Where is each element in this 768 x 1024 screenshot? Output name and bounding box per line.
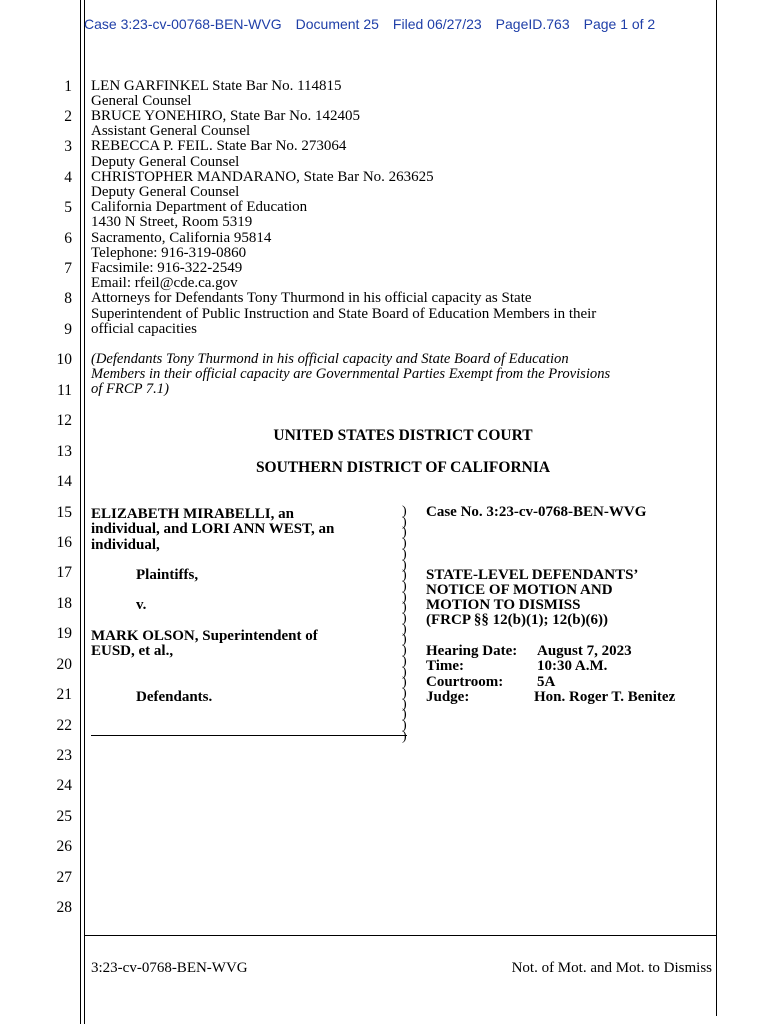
counsel-line: 1430 N Street, Room 5319 (91, 214, 253, 230)
line-number: 25 (56, 808, 72, 825)
line-number: 7 (64, 260, 72, 277)
caption-underline (91, 735, 407, 736)
exemption-line: Members in their official capacity are Governmental Parties Exempt from the Provisions (91, 366, 611, 382)
plaintiffs-name-line: individual, (91, 537, 160, 553)
counsel-line: Deputy General Counsel (91, 154, 240, 170)
hearing-date-label: Hearing Date: (426, 643, 518, 659)
header-page: Page 1 of 2 (583, 16, 656, 32)
motion-title-line: MOTION TO DISMISS (426, 597, 581, 613)
plaintiffs-name-line: individual, and LORI ANN WEST, an (91, 521, 335, 537)
right-margin-rule (716, 0, 717, 1016)
defendants-name-line: EUSD, et al., (91, 643, 174, 659)
counsel-line: General Counsel (91, 93, 192, 109)
header-document: Document 25 (295, 16, 379, 32)
left-margin-rule (80, 0, 81, 1024)
line-number: 3 (64, 138, 72, 155)
line-number: 26 (56, 838, 72, 855)
courtroom-label: Courtroom: (426, 674, 504, 690)
time-label: Time: (426, 658, 465, 674)
line-number: 6 (64, 230, 72, 247)
courtroom-value: 5A (537, 674, 556, 690)
counsel-line: Facsimile: 916-322-2549 (91, 260, 243, 276)
counsel-line: Deputy General Counsel (91, 184, 240, 200)
line-number: 2 (64, 108, 72, 125)
counsel-line: California Department of Education (91, 199, 308, 215)
counsel-line: Attorneys for Defendants Tony Thurmond in his official capacity as State (91, 290, 532, 306)
line-number: 9 (64, 321, 72, 338)
counsel-line: official capacities (91, 321, 197, 337)
exemption-line: of FRCP 7.1) (91, 381, 169, 397)
court-name: UNITED STATES DISTRICT COURT (273, 427, 533, 444)
line-number: 15 (56, 504, 72, 521)
counsel-line: Sacramento, California 95814 (91, 230, 272, 246)
line-number: 13 (56, 443, 72, 460)
hearing-date-value: August 7, 2023 (537, 643, 632, 659)
line-number: 23 (56, 747, 72, 764)
filing-header (84, 16, 655, 32)
caption-parentheses: ) ) ) ) ) ) ) ) ) ) ) ) ) ) ) ) ) ) ) ) ) ) (402, 504, 407, 744)
defendants-label: Defendants. (136, 689, 213, 705)
header-case: Case 3:23-cv-00768-BEN-WVG (84, 16, 282, 32)
line-number: 16 (56, 534, 72, 551)
header-filed: Filed 06/27/23 (392, 16, 482, 32)
plaintiffs-name-line: ELIZABETH MIRABELLI, an (91, 506, 294, 522)
line-number: 20 (56, 656, 72, 673)
defendants-name-line: MARK OLSON, Superintendent of (91, 628, 318, 644)
header-page-id: PageID.763 (495, 16, 570, 32)
motion-title-line: STATE-LEVEL DEFENDANTS’ (426, 567, 639, 583)
line-number: 1 (64, 78, 72, 95)
line-number: 8 (64, 290, 72, 307)
versus-label: v. (136, 597, 147, 613)
judge-value: Hon. Roger T. Benitez (534, 689, 676, 705)
left-margin-rule-inner (84, 0, 85, 1024)
counsel-line: Telephone: 916-319-0860 (91, 245, 247, 261)
line-number: 14 (56, 473, 72, 490)
court-district: SOUTHERN DISTRICT OF CALIFORNIA (255, 459, 551, 476)
counsel-line: Assistant General Counsel (91, 123, 251, 139)
line-number: 22 (56, 717, 72, 734)
line-number: 19 (56, 625, 72, 642)
counsel-line: Email: rfeil@cde.ca.gov (91, 275, 238, 291)
line-number: 11 (57, 382, 72, 399)
line-number: 21 (56, 686, 72, 703)
line-number: 10 (56, 351, 72, 368)
counsel-line: Superintendent of Public Instruction and State Board of Education Members in their (91, 306, 597, 322)
footer-rule (84, 935, 716, 936)
counsel-line: CHRISTOPHER MANDARANO, State Bar No. 263625 (91, 169, 434, 185)
line-number: 24 (56, 777, 72, 794)
plaintiffs-label: Plaintiffs, (136, 567, 199, 583)
line-number: 12 (56, 412, 72, 429)
exemption-line: (Defendants Tony Thurmond in his official capacity and State Board of Education (91, 351, 569, 367)
judge-label: Judge: (426, 689, 470, 705)
line-number: 5 (64, 199, 72, 216)
time-value: 10:30 A.M. (537, 658, 608, 674)
motion-title-line: NOTICE OF MOTION AND (426, 582, 613, 598)
line-number: 4 (64, 169, 72, 186)
footer-title: Not. of Mot. and Mot. to Dismiss (511, 960, 712, 976)
line-number: 27 (56, 869, 72, 886)
counsel-line: REBECCA P. FEIL. State Bar No. 273064 (91, 138, 347, 154)
line-number: 28 (56, 899, 72, 916)
motion-title-line: (FRCP §§ 12(b)(1); 12(b)(6)) (426, 612, 609, 628)
case-number: Case No. 3:23-cv-0768-BEN-WVG (426, 504, 647, 520)
counsel-line: LEN GARFINKEL State Bar No. 114815 (91, 78, 342, 94)
counsel-line: BRUCE YONEHIRO, State Bar No. 142405 (91, 108, 361, 124)
line-number: 18 (56, 595, 72, 612)
footer-case-number: 3:23-cv-0768-BEN-WVG (91, 960, 248, 976)
line-number: 17 (56, 564, 72, 581)
